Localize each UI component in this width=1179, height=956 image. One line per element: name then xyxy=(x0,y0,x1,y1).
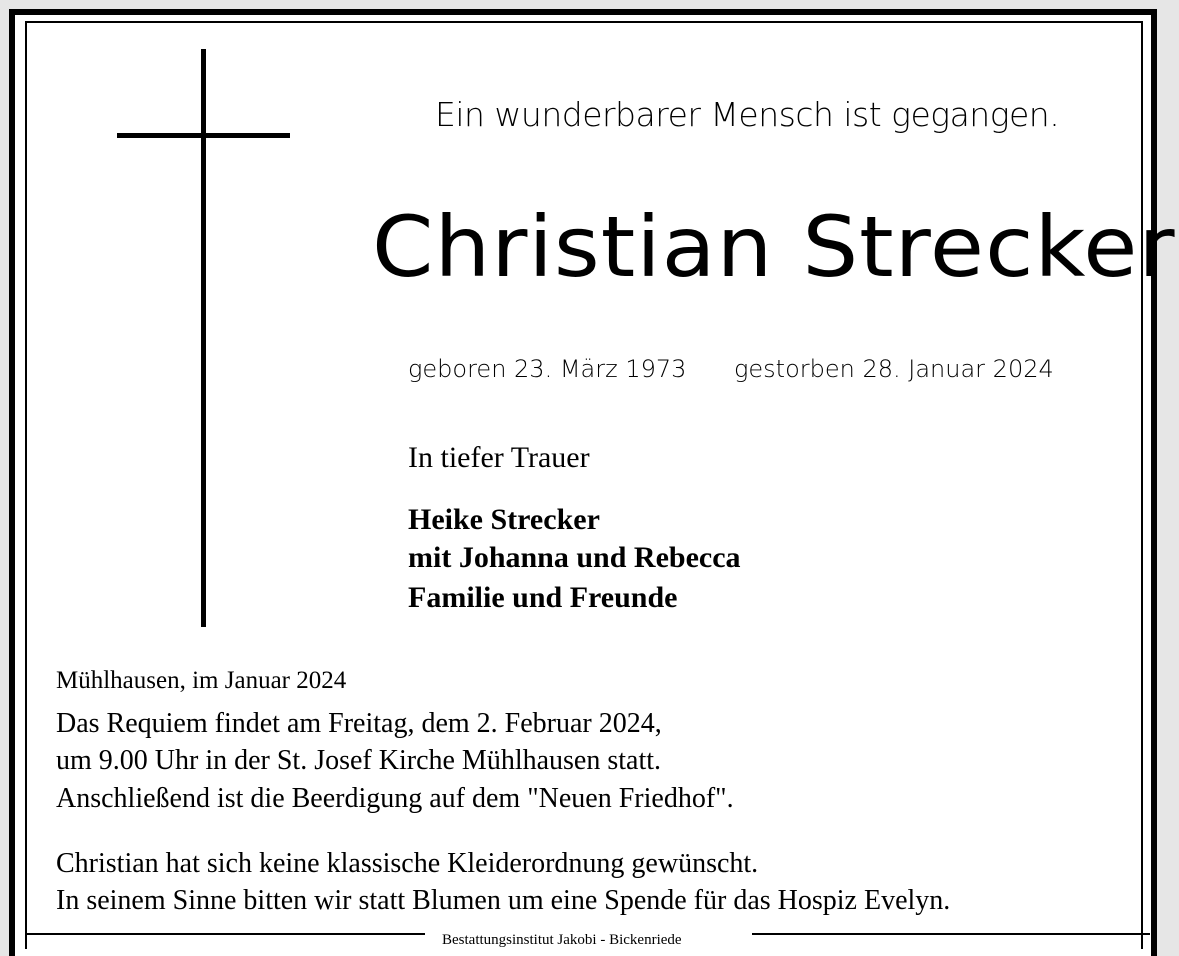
grief-line: In tiefer Trauer xyxy=(408,441,590,474)
place-date: Mühlhausen, im Januar 2024 xyxy=(56,667,347,694)
tagline: Ein wunderbarer Mensch ist gegangen. xyxy=(435,95,1060,134)
service-line: um 9.00 Uhr in der St. Josef Kirche Mühlhausen statt. xyxy=(56,745,662,776)
cross-icon-horizontal xyxy=(117,133,290,138)
mourner-line: mit Johanna und Rebecca xyxy=(408,541,741,574)
mourner-line: Familie und Freunde xyxy=(408,581,678,614)
wish-line: Christian hat sich keine klassische Kleiderordnung gewünscht. xyxy=(56,848,759,879)
death-date: gestorben 28. Januar 2024 xyxy=(734,355,1054,383)
service-line: Anschließend ist die Beerdigung auf dem "Neuen Friedhof". xyxy=(56,783,734,814)
service-line: Das Requiem findet am Freitag, dem 2. Februar 2024, xyxy=(56,708,662,739)
wish-line: In seinem Sinne bitten wir statt Blumen um eine Spende für das Hospiz Evelyn. xyxy=(56,885,951,916)
footer-rule-right xyxy=(752,933,1150,935)
mourner-line: Heike Strecker xyxy=(408,503,600,536)
birth-date: geboren 23. März 1973 xyxy=(408,355,687,383)
footer-rule-left xyxy=(25,933,425,935)
deceased-name: Christian Strecker xyxy=(372,198,1176,296)
funeral-home-footer: Bestattungsinstitut Jakobi - Bickenriede xyxy=(442,932,682,948)
